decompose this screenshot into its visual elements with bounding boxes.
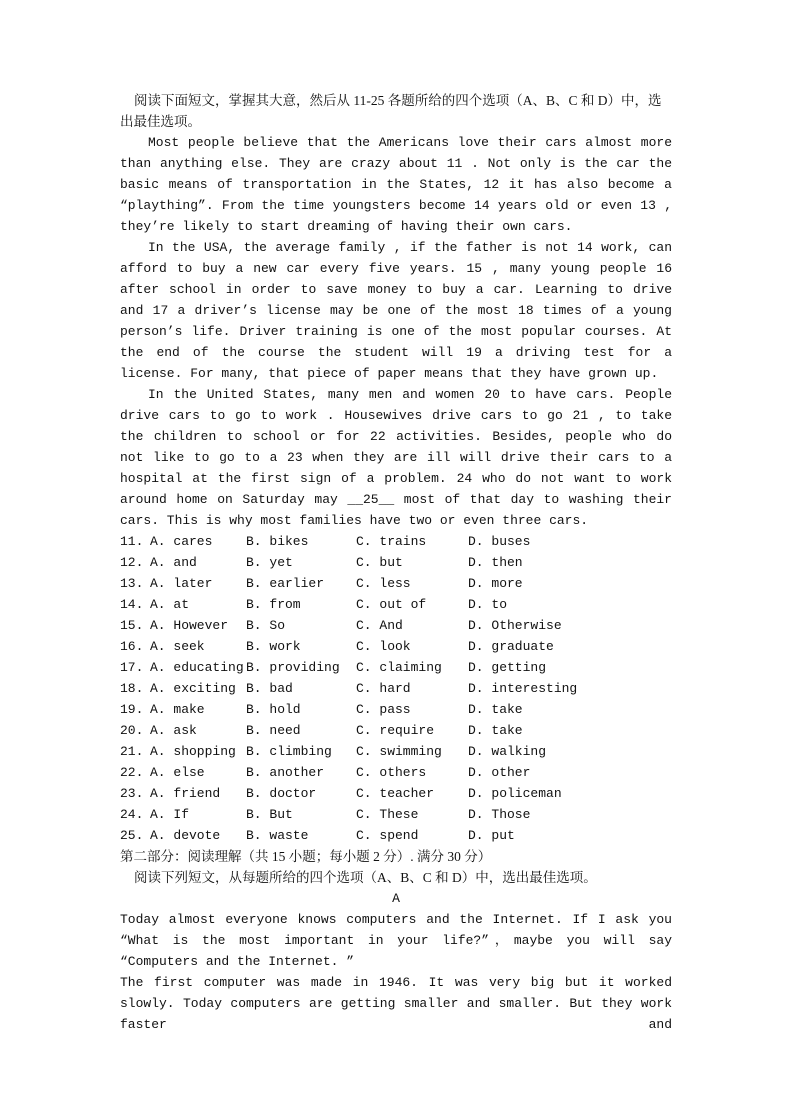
questions-list [120, 531, 672, 846]
question-number: 21. [120, 744, 144, 759]
option-b: B. doctor [246, 786, 317, 801]
option-a: A. and [150, 555, 197, 570]
question-row [120, 699, 672, 720]
question-number: 24. [120, 807, 144, 822]
option-a: A. ask [150, 723, 197, 738]
question-number: 11. [120, 534, 144, 549]
option-d: D. then [468, 555, 523, 570]
option-a: A. cares [150, 534, 213, 549]
option-d: D. put [468, 828, 515, 843]
option-b: B. from [246, 597, 301, 612]
option-d: D. buses [468, 534, 531, 549]
question-number: 14. [120, 597, 144, 612]
question-row [120, 678, 672, 699]
question-number: 16. [120, 639, 144, 654]
cloze-passage [120, 132, 672, 531]
option-a: A. seek [150, 639, 205, 654]
question-row [120, 657, 672, 678]
question-number: 12. [120, 555, 144, 570]
option-c: C. others [356, 765, 427, 780]
question-number: 22. [120, 765, 144, 780]
option-a: A. If [150, 807, 190, 822]
option-c: C. swimming [356, 744, 442, 759]
section2-heading: 第二部分：阅读理解（共 15 小题；每小题 2 分）. 满分 30 分） [120, 849, 492, 864]
option-d: D. walking [468, 744, 547, 759]
option-d: D. other [468, 765, 531, 780]
option-b: B. work [246, 639, 301, 654]
passage-label: A [392, 891, 400, 906]
question-row [120, 636, 672, 657]
option-a: A. friend [150, 786, 221, 801]
option-c: C. require [356, 723, 435, 738]
question-number: 15. [120, 618, 144, 633]
question-row [120, 573, 672, 594]
option-c: C. spend [356, 828, 419, 843]
question-number: 25. [120, 828, 144, 843]
reading-passage [120, 909, 672, 1035]
question-number: 19. [120, 702, 144, 717]
option-a: A. exciting [150, 681, 236, 696]
option-b: B. another [246, 765, 325, 780]
option-c: C. These [356, 807, 419, 822]
option-c: C. And [356, 618, 403, 633]
option-c: C. trains [356, 534, 427, 549]
option-c: C. but [356, 555, 403, 570]
question-number: 17. [120, 660, 144, 675]
option-b: B. So [246, 618, 286, 633]
question-number: 18. [120, 681, 144, 696]
question-number: 20. [120, 723, 144, 738]
section2-instruction: 阅读下列短文，从每题所给的四个选项（A、B、C 和 D）中，选出最佳选项。 [134, 870, 597, 885]
option-a: A. educating [150, 660, 244, 675]
question-row [120, 804, 672, 825]
question-number: 13. [120, 576, 144, 591]
option-d: D. Those [468, 807, 531, 822]
option-b: B. climbing [246, 744, 332, 759]
option-c: C. pass [356, 702, 411, 717]
reading-paragraph: The first computer was made in 1946. It was very big but it worked slowly. Today computers are getting smaller and smaller. But they work faster and [120, 975, 672, 1032]
cloze-paragraph: In the United States, many men and women 20 to have cars. People drive cars to go to work . Housewives drive cars to go 21 , to take the children to school or for 22 activities. Besides, people who do not like to go to a 23 when they are ill will drive their cars to a hospital at the first sign of a problem. 24 who do not want to work around home on Saturday may __25__ most of that day to washing their cars. This is why most families have two or even three cars. [120, 387, 672, 528]
question-row [120, 741, 672, 762]
option-b: B. yet [246, 555, 293, 570]
reading-paragraph: Today almost everyone knows computers and the Internet. If I ask you “What is the most important in your life?”，maybe you will say “Computers and the Internet. ” [120, 912, 672, 969]
option-c: C. look [356, 639, 411, 654]
option-b: B. earlier [246, 576, 325, 591]
option-c: C. claiming [356, 660, 442, 675]
question-row [120, 552, 672, 573]
option-a: A. However [150, 618, 229, 633]
question-row [120, 720, 672, 741]
option-b: B. waste [246, 828, 309, 843]
question-number: 23. [120, 786, 144, 801]
option-b: B. providing [246, 660, 340, 675]
cloze-paragraph: Most people believe that the Americans love their cars almost more than anything else. They are crazy about 11 . Not only is the car the basic means of transportation in the States, 12 it has also become a “plaything”. From the time youngsters become 14 years old or even 13 , they’re likely to start dreaming of having their own cars. [120, 135, 672, 234]
option-d: D. policeman [468, 786, 562, 801]
option-b: B. bikes [246, 534, 309, 549]
option-b: B. bad [246, 681, 293, 696]
cloze-instruction: 阅读下面短文，掌握其大意，然后从 11-25 各题所给的四个选项（A、B、C 和 D）中，选出最佳选项。 [120, 93, 662, 129]
option-d: D. to [468, 597, 508, 612]
option-a: A. else [150, 765, 205, 780]
option-b: B. need [246, 723, 301, 738]
option-b: B. hold [246, 702, 301, 717]
option-a: A. later [150, 576, 213, 591]
option-c: C. hard [356, 681, 411, 696]
question-row [120, 594, 672, 615]
option-d: D. graduate [468, 639, 554, 654]
question-row [120, 615, 672, 636]
question-row [120, 762, 672, 783]
question-row [120, 531, 672, 552]
cloze-paragraph: In the USA, the average family , if the father is not 14 work, can afford to buy a new car every five years. 15 , many young people 16 after school in order to save money to buy a car. Learning to drive and 17 a driver’s license may be one of the most 18 times of a young person’s life. Driver training is one of the most popular courses. At the end of the course the student will 19 a driving test for a license. For many, that piece of paper means that they have grown up. [120, 240, 672, 381]
option-d: D. take [468, 702, 523, 717]
option-c: C. less [356, 576, 411, 591]
option-d: D. take [468, 723, 523, 738]
option-d: D. Otherwise [468, 618, 562, 633]
question-row [120, 825, 672, 846]
option-b: B. But [246, 807, 293, 822]
option-a: A. shopping [150, 744, 236, 759]
option-a: A. make [150, 702, 205, 717]
option-d: D. interesting [468, 681, 578, 696]
option-c: C. teacher [356, 786, 435, 801]
question-row [120, 783, 672, 804]
option-d: D. more [468, 576, 523, 591]
option-a: A. at [150, 597, 190, 612]
option-a: A. devote [150, 828, 221, 843]
option-d: D. getting [468, 660, 547, 675]
option-c: C. out of [356, 597, 427, 612]
